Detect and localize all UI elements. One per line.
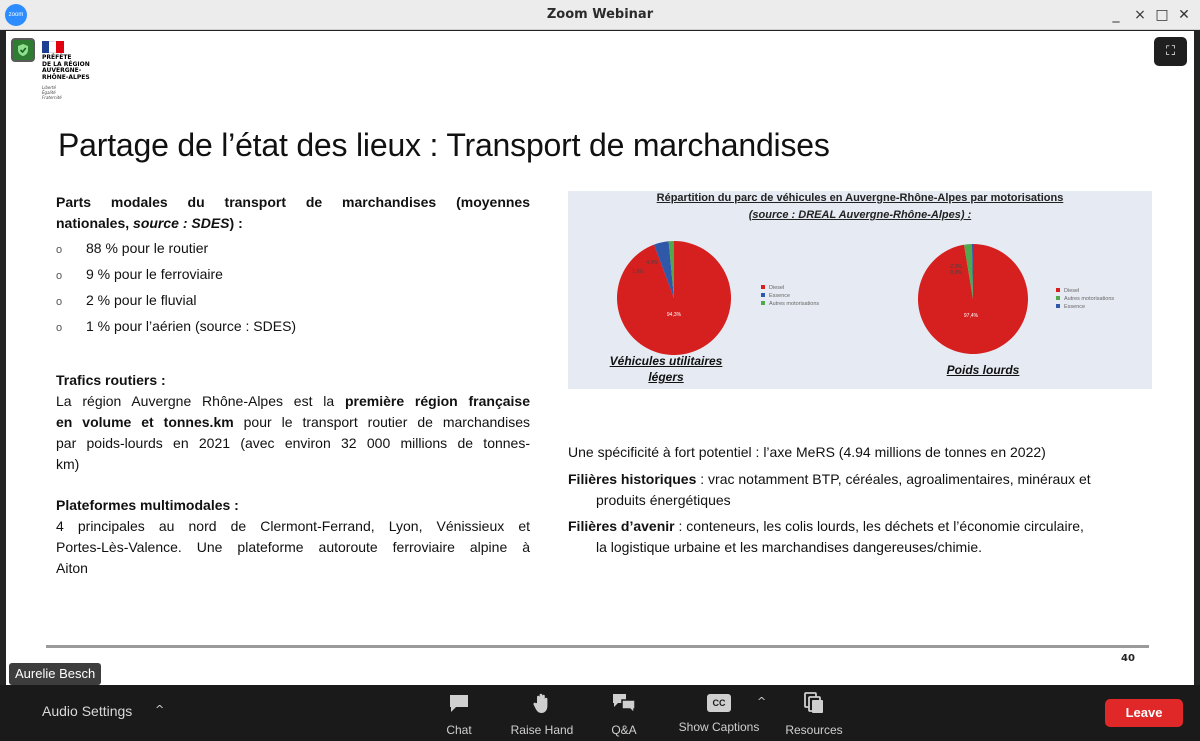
pie-slice-diesel [617, 241, 731, 355]
pie-caption-pl: Poids lourds [946, 363, 1020, 377]
qa-button[interactable] [604, 691, 644, 737]
chat-icon [447, 691, 471, 715]
list-item [56, 240, 208, 256]
restore-button[interactable]: × [1134, 7, 1146, 23]
platforms-heading: Plateformes multimodales : [56, 497, 239, 513]
future-label: Filières d’avenir [568, 518, 675, 534]
legend-label: Diesel [1064, 288, 1080, 294]
close-button[interactable]: ✕ [1178, 7, 1190, 23]
expand-icon: ⛶ [1165, 44, 1176, 59]
list-item [56, 266, 223, 282]
list-item [56, 318, 296, 334]
bullet-icon: o [56, 322, 63, 334]
leave-button[interactable]: Leave [1105, 699, 1183, 727]
audio-settings-button[interactable]: Audio Settings [42, 703, 133, 719]
resources-button[interactable] [781, 691, 847, 737]
prefecture-logo [42, 39, 112, 105]
bullet-icon: o [56, 296, 63, 308]
modal-heading-line2 [56, 213, 530, 234]
meeting-toolbar [0, 685, 1200, 741]
chart-title: Répartition du parc de véhicules en Auvergne-Rhône-Alpes par motorisations [656, 192, 1064, 204]
shared-screen [6, 31, 1194, 685]
zoom-logo-icon: zoom [5, 4, 27, 26]
road-highlight: première région française [344, 393, 530, 409]
pie-caption-vul: Véhicules utilitaires légers [609, 354, 723, 384]
legend-swatch [1056, 288, 1060, 292]
bullet-icon: o [56, 270, 63, 282]
qa-label: Q&A [611, 723, 637, 737]
future-line2: la logistique urbaine et les marchandises dangereuses/chimie. [596, 539, 982, 555]
road-text: pour le transport routier de marchandises [233, 414, 530, 430]
platforms-line3: Aiton [56, 560, 88, 576]
list-item-text: 2 % pour le fluvial [86, 292, 197, 308]
maximize-button[interactable]: □ [1155, 7, 1169, 23]
legend-swatch [761, 285, 765, 289]
legend-label: Autres motorisations [1064, 296, 1115, 302]
page-number: 40 [1121, 653, 1135, 664]
legend-label: Essence [1064, 304, 1086, 310]
road-line4: km) [56, 456, 80, 472]
slide-title: Partage de l’état des lieux : Transport de marchandises [58, 127, 830, 163]
window-title: Zoom Webinar [546, 7, 654, 22]
list-item-text: 9 % pour le ferroviaire [86, 266, 223, 282]
legend-label: Essence [769, 293, 791, 299]
road-line3: par poids-lourds en 2021 (avec environ 32 000 millions de tonnes- [56, 435, 530, 451]
fullscreen-button[interactable] [1154, 37, 1187, 66]
qa-icon [611, 691, 637, 715]
mers-line: Une spécificité à fort potentiel : l’axe MeRS (4.94 millions de tonnes en 2022) [568, 444, 1046, 460]
modal-heading-text: nationales, [56, 215, 134, 231]
list-item-text: 88 % pour le routier [86, 240, 209, 256]
pie-data-label: 4,2% [646, 260, 658, 266]
pie-data-label: 2,3% [950, 264, 962, 270]
security-shield-icon[interactable] [11, 38, 35, 62]
modal-source: source : SDES [133, 215, 230, 231]
list-item [56, 292, 197, 308]
french-flag-icon [42, 41, 64, 53]
legend-swatch [1056, 296, 1060, 300]
vehicle-motorisation-chart [568, 191, 1152, 389]
chevron-up-icon[interactable]: ^ [757, 695, 767, 708]
prefecture-name: PRÉFÈTE DE LA RÉGION AUVERGNE- RHÔNE-ALPES [42, 54, 90, 81]
title-bar [0, 0, 1200, 30]
historic-text: : vrac notamment BTP, céréales, agroalimentaires, minéraux et [696, 471, 1091, 487]
road-highlight: en volume et tonnes.km [56, 414, 234, 430]
road-text: La région Auvergne Rhône-Alpes est la [56, 393, 345, 409]
pie-data-label: 0,3% [950, 270, 962, 276]
legend-label: Diesel [769, 285, 785, 291]
raise-hand-label: Raise Hand [510, 723, 574, 737]
slide-divider [46, 645, 1149, 648]
platforms-line1: 4 principales au nord de Clermont-Ferrand, Lyon, Vénissieux et [56, 518, 530, 534]
prefecture-motto: Liberté Égalité Fraternité [42, 85, 62, 100]
road-heading: Trafics routiers : [56, 372, 166, 388]
show-captions-label: Show Captions [678, 720, 760, 734]
presenter-name-tag: Aurelie Besch [9, 663, 101, 685]
historic-line2: produits énergétiques [596, 492, 731, 508]
future-line1 [568, 516, 1084, 537]
raise-hand-button[interactable] [502, 691, 582, 737]
hand-icon [530, 691, 554, 715]
resources-icon [802, 691, 826, 715]
pie-data-label: 1,5% [632, 269, 644, 275]
chart-subtitle: (source : DREAL Auvergne-Rhône-Alpes) : [748, 209, 972, 221]
cc-icon: CC [707, 694, 731, 712]
platforms-line2: Portes-Lès-Valence. Une plateforme autoroute ferroviaire alpine à [56, 539, 530, 555]
list-item-text: 1 % pour l’aérien (source : SDES) [86, 318, 297, 334]
legend-swatch [761, 293, 765, 297]
bullet-icon: o [56, 244, 63, 256]
modal-heading-end: ) : [229, 215, 243, 231]
resources-label: Resources [785, 723, 843, 737]
legend-swatch [1056, 304, 1060, 308]
pie-data-label: 94,3% [666, 312, 682, 318]
modal-heading-line1: Parts modales du transport de marchandises (moyennes [56, 194, 530, 210]
show-captions-button[interactable] [673, 691, 765, 737]
road-line2 [56, 412, 530, 433]
legend-swatch [761, 301, 765, 305]
chat-button[interactable] [435, 691, 483, 737]
chevron-up-icon[interactable]: ^ [155, 703, 165, 716]
road-line1 [56, 391, 530, 412]
minimize-button[interactable]: _ [1112, 7, 1120, 23]
future-text: : conteneurs, les colis lourds, les déchets et l’économie circulaire, [674, 518, 1084, 534]
chat-label: Chat [446, 723, 472, 737]
historic-label: Filières historiques [568, 471, 697, 487]
pie-data-label: 97,4% [963, 313, 979, 319]
legend-label: Autres motorisations [769, 301, 820, 307]
historic-line1 [568, 469, 1091, 490]
